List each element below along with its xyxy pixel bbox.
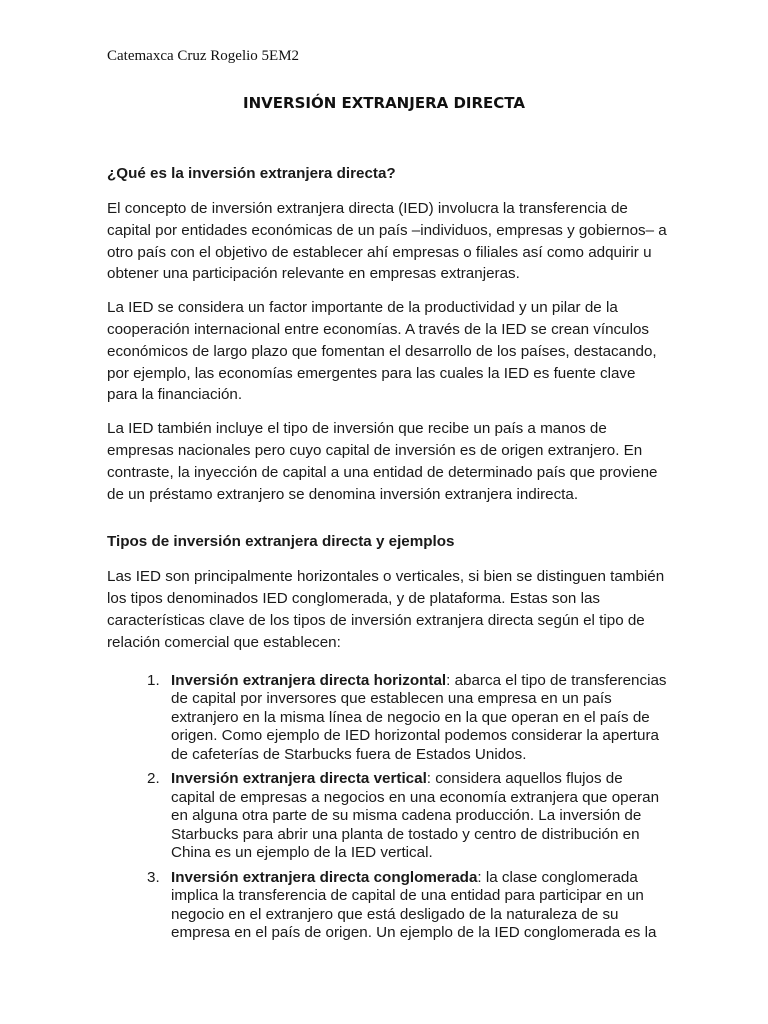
- types-list: [107, 672, 667, 943]
- list-item-term: Inversión extranjera directa horizontal: [171, 671, 447, 689]
- list-item-number: 3.: [147, 868, 160, 886]
- paragraph-scope: La IED también incluye el tipo de inversión que recibe un país a manos de empresas nacionales pero cuyo capital de inversión es de origen extranjero. En contraste, la inyección de capital a una entidad de determinado país que proviene de un préstamo extranjero se denomina inversión extranjera indirecta.: [107, 420, 658, 503]
- list-item-text: : abarca el tipo de transferencias de capital por inversores que establecen una empresa en un país extranjero en la misma línea de negocio en la que operan en el país de origen. Como ejemplo de IED horizontal podemos considerar la apertura de cafeterías de Starbucks fuera de Estados Unidos.: [171, 671, 667, 763]
- list-item-number: 2.: [147, 770, 160, 788]
- list-item-term: Inversión extranjera directa conglomerada: [171, 868, 478, 886]
- section-heading-what-is: ¿Qué es la inversión extranjera directa?: [107, 165, 396, 182]
- paragraph-definition: El concepto de inversión extranjera directa (IED) involucra la transferencia de capital por entidades económicas de un país –individuos, empresas y gobiernos– a otro país con el objetivo de establecer ahí empresas o filiales así como adquirir u obtener una participación relevante en empresas extranjeras.: [107, 200, 667, 283]
- list-item-number: 1.: [147, 671, 160, 689]
- document-title: INVERSIÓN EXTRANJERA DIRECTA: [243, 94, 525, 112]
- list-item-text: : considera aquellos flujos de capital de empresas a negocios en una economía extranjera que operan en alguna otra parte de su misma cadena producción. La inversión de Starbucks para abrir una planta de tostado y centro de distribución en China es un ejemplo de la IED vertical.: [171, 770, 660, 862]
- paragraph-types-intro: Las IED son principalmente horizontales o verticales, si bien se distinguen también los tipos denominados IED conglomerada, y de plataforma. Estas son las características clave de los tipos de inversión extranjera directa según el tipo de relación comercial que establecen:: [107, 568, 665, 651]
- author-line: Catemaxca Cruz Rogelio 5EM2: [107, 48, 300, 64]
- list-item: [147, 868, 667, 943]
- section-heading-types: Tipos de inversión extranjera directa y ejemplos: [107, 533, 455, 551]
- document-body: [107, 163, 667, 949]
- list-item-term: Inversión extranjera directa vertical: [171, 770, 427, 788]
- list-item-text: : la clase conglomerada implica la transferencia de capital de una entidad para participar en un negocio en el extranjero que está desligado de la naturaleza de su empresa en el país de origen. Un ejemplo de la IED conglomerada es la: [171, 868, 657, 942]
- list-item: [147, 671, 667, 765]
- paragraph-importance: La IED se considera un factor importante de la productividad y un pilar de la cooperación internacional entre economías. A través de la IED se crean vínculos económicos de largo plazo que fomentan el desarrollo de los países, destacando, por ejemplo, las economías emergentes para las cuales la IED es fuente clave para la financiación.: [107, 299, 657, 404]
- list-item: [147, 770, 667, 863]
